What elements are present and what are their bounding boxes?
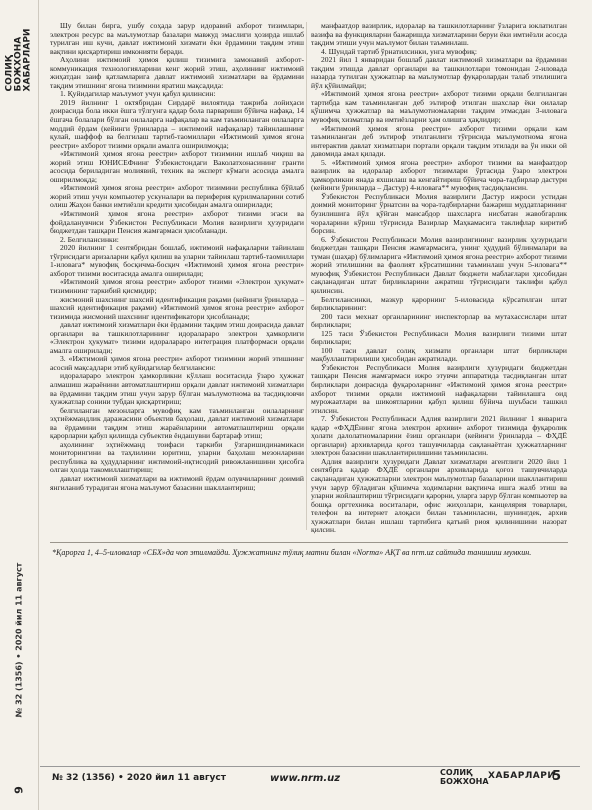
paragraph: «Ижтимоий ҳимоя ягона реестри» ахборот тизимини ишлаб чиқиш ва жорий этиш ЮНИСЕФнинг Ўзбекистондаги Ваколатхонасининг гранти асосида бериладиган молиявий, техник ва эксперт кўмаги асосида амалга оширилмоқда;	[50, 149, 304, 184]
paragraph: 2021 йил 1 январидан бошлаб давлат ижтимоий хизматлари ва ёрдамини тақдим этишда давлат органлари ва ташкилотлари томонидан 2-иловада назарда тутилган ҳужжатлар ва маълумотлар фуқаролардан талаб этилишига йўл қўйилмайди;	[311, 55, 567, 90]
paragraph: «Ижтимоий ҳимоя ягона реестри» ахборот тизими орқали кам таъминланган деб эътироф этилганлиги тўғрисида маълумотнома ягона интерактив давлат хизматлари портали орқали тақдим этилади ва ўн икки ой давомида амал қилади.	[311, 123, 567, 159]
paragraph: Шу билан бирга, ушбу соҳада зарур идоравий ахборот тизимлари, электрон ресурс ва маълумотлар базалари мавжуд эмаслиги ҳозирда ишлаб турилган иш кучи, давлат ижтимоий хизмати ёки ёрдамини тақдим этиш вақтини қисқартириш имконияти беради.	[50, 21, 304, 56]
paragraph: давлат ижтимоий хизматлари ва ижтимоий ёрдам олувчиларнинг доимий янгиланиб турадиган ягона маълумот базасини шакллантириш;	[50, 473, 304, 492]
masthead-logo	[2, 18, 36, 102]
paragraph: давлат ижтимоий хизматлари ёки ёрдамини тақдим этиш доирасида давлат органлари ва ташкилотларининг идоралараро электрон ҳамкорлиги «Электрон ҳукумат» тизими идоралараро интеграция платформаси орқали амалга оширилади;	[50, 320, 304, 355]
footer-logo-line3: ХАБАРЛАРИ	[488, 771, 556, 781]
page-footer	[40, 766, 580, 791]
masthead-line1: СОЛИҚ	[4, 55, 15, 92]
paragraph: 200 таси мехнат органларининг инспекторлар ва мутахассислари штат бирликлари;	[311, 311, 567, 330]
paragraph: Адлия вазирлиги ҳузуридаги Давлат хизматлари агентлиги 2020 йил 1 сентябрга қадар ФҲДЁ органлари архивларида қоғоз ташувчиларда сақланадиган ҳужжатларни электрон маълумотлар базаларини шакллантириш учун зарур бўладиган қўшимча ходимларни вақтинча ишга жалб этиш ва уларни жойлаштириш тўғрисидаги қарорни, уларга зарур бўлган компьютер ва бошқа оргтехника воситалари, офис жиҳозлари, канцелярия товарлари, телефон ва интернет алоқаси билан таъминласин, шунингдек, архив ҳужжатлари билан ишлаш тартибига қатъий риоя қилинишини назорат қилсин.	[311, 456, 567, 535]
paragraph: Белгилансинки, мазкур қарорнинг 5-иловасида кўрсатилган штат бирликларининг:	[311, 294, 567, 313]
paragraph: манфаатдор вазирлик, идоралар ва ташкилотларнинг ўзларига юклатилган вазифа ва функцияларни бажаришда хизматларини беруи ёки имтиёзли асосда тақдим этиши учун маълумот билан таъминлаш.	[311, 21, 567, 48]
masthead-line2: БОЖХОНА	[13, 36, 24, 92]
paragraph: Ўзбекистон Республикаси Молия вазирлиги Дастур ижроси устидан доимий мониторинг ўрнатсин ва чора-тадбирларни бажариш муддатларининг бузилишига йўл қўйган мансабдор шахсларга нисбатан жавобгарлик чораларини кўриш тўғрисида Вазирлар Маҳкамасига таклифлар киритиб борсин.	[311, 191, 567, 236]
paragraph: «Ижтимоий ҳимоя ягона реестри» ахборот тизими «Электрон ҳукумат» тизимининг таркибий қисмидир;	[50, 277, 304, 295]
paragraph: Ўзбекистон Республикаси Молия вазирлиги ҳузуридаги бюджетдан ташқари Пенсия жамғармаси ижро этувчи аппаратида тасдиқланган штат бирликлари доирасида фуқароларнинг «Ижтимоий ҳимоя ягона реестри» ахборот тизими орқали ижтимоий нафақаларни тайинлашга оид мурожаатлари ва шикоятларини қабул қилиш бўйича шуъбаси ташкил этилсин.	[311, 362, 567, 415]
paragraph: 7. Ўзбекистон Республикаси Адлия вазирлиги 2021 йилнинг 1 январига қадар «ФҲДЁнинг ягона электрон архиви» ахборот тизимида фуқаролик ҳолати далолатномаларини ёзиш органлари (кейинги ўринларда – ФҲДЁ органлари) архивларида қоғоз ташувчиларда сақланаётган ҳужжатларнинг электрон базасини шакллантирилишини таъминласин.	[311, 414, 567, 458]
paragraph: Аҳолини ижтимоий ҳимоя қилиш тизимига замонавий ахборот-коммуникация технологияларини кенг жорий этиш, аҳолининг ижтимоий жиҳатдан заиф қатламларига давлат ижтимоий хизматлари ва ёрдамини тақдим этишнинг ягона тизимини яратиш мақсадида:	[50, 55, 304, 90]
footer-logo-line2: БОЖХОНА	[440, 777, 489, 786]
footer-logo	[440, 768, 556, 788]
footnote-divider	[50, 542, 568, 543]
paragraph: жисмоний шахснинг шахсий идентификация рақами (кейинги ўринларда – шахсий идентификация рақами) «Ижтимоий ҳимоя ягона реестри» ахборот тизимида жисмоний шахснинг идентификатори ҳисобланади;	[50, 294, 304, 321]
paragraph: 2020 йилнинг 1 сентябридан бошлаб, ижтимоий нафақаларни тайинлаш тўғрисидаги аризаларни қабул қилиш ва уларни тайинлаш тартиб-таомиллари 1-иловага* мувофиқ босқичма-босқич «Ижтимоий ҳимоя ягона реестри» ахборот тизими воситасида амалга оширилади;	[50, 243, 304, 278]
paragraph: «Ижтимоий ҳимоя ягона реестри» ахборот тизимини республика бўйлаб жорий этиш учун компьютер ускуналари ва периферия қурилмаларини сотиб олиш Жаҳон банки имтиёзли кредити ҳисобидан амалга оширилади;	[50, 183, 304, 210]
article-column-right	[311, 22, 567, 535]
footer-issue-date: № 32 (1356) • 2020 йил 11 август	[52, 773, 226, 783]
footnote: *Қарорга 1, 4–5-иловалар «СБХ»да чоп этилмайди. Ҳужжатнинг тўлиқ матни билан «Norma» АҚТ ва nrm.uz сайтида танишиш мумкин.	[52, 548, 532, 557]
footer-logo-line1: СОЛИҚ	[440, 768, 473, 777]
footer-page-number: 5	[552, 769, 562, 784]
paragraph: 2. Белгилансинки:	[60, 234, 119, 244]
paragraph: «Ижтимоий ҳимоя ягона реестри» ахборот тизими орқали белгиланган тартибда кам таъминланган деб эътироф этилган шахслар ёки оилалар қўшимча ҳужжатлар ва маълумотномаларни тақдим этмасдан 3-иловага мувофиқ хизматлар ва имтиёзларни ҳам олишга ҳақлидир;	[311, 89, 567, 125]
column-divider	[306, 22, 307, 530]
spine-issue-date: № 32 (1356) • 2020 йил 11 август	[14, 562, 24, 718]
spine-margin	[0, 0, 39, 810]
spine-page-number: 9	[12, 786, 26, 794]
article-column-left	[50, 22, 304, 492]
paragraph: аҳолининг эҳтиёжманд тоифаси таркиби ўзгаришидинамикаси мониторингини ва таҳлилини юритиш, уларни баҳолаш мезонларини республика ва ҳудудларнинг ижтимоий-иқтисодий ривожланишини ҳисобга олган ҳолда такомиллаштириш;	[50, 439, 304, 475]
paragraph: 125 таси Ўзбекистон Республикаси Молия вазирлиги тизими штат бирликлари;	[311, 328, 567, 347]
paragraph: белгиланган мезонларга мувофиқ кам таъминланган оилаларнинг эҳтиёжмандлик даражасини объектив баҳолаш, давлат ижтимоий хизматлари ва ёрдамини тақдим этиш жараёнларини автоматлаштириш орқали қарорларни қабул қилишда субъектив ёндашувни бартараф этиш;	[50, 405, 304, 441]
paragraph: 5. «Ижтимоий ҳимоя ягона реестри» ахборот тизими ва манфаатдор вазирлик ва идоралар ахборот тизимлари ўртасида ўзаро электрон ҳамкорликни янада яхшилаш ва кенгайтириш бўйича чора-тадбирлар дастури (кейинги ўринларда – Дастур) 4-иловага** мувофиқ тасдиқлансин.	[311, 157, 567, 193]
paragraph: 2019 йилнинг 1 октябридан Сирдарё вилоятида тажриба лойиҳаси доирасида бола икки ёшга тўлгунга қадар бола парвариши бўйича нафақа, 14 ёшгача болалари бўлган оилаларга нафақалар ва кам таъминланган оилаларга моддий ёрдам (кейинги ўринларда – ижтимоий нафақалар) тайинлашнинг қулай, шаффоф ва белгилаш тартиб-таомиллари «Ижтимоий ҳимоя ягона реестри» ахборот тизими орқали амалга оширилмоқда;	[50, 97, 304, 150]
paragraph: 1. Қуйидагилар маълумот учун қабул қилинсин:	[60, 89, 216, 99]
paragraph: идоралараро электрон ҳамкорликни кўллаш воситасида ўзаро ҳужжат алмашиш жараёнини автоматлаштириш орқали давлат ижтимоий хизматлари ва ёрдамини тақдим этиш учун зарур бўлган маълумотнома ва тасдиқловчи ҳужжатлар сонини тубдан қисқартириш;	[50, 371, 304, 407]
paragraph: 3. «Ижтимоий ҳимоя ягона реестри» ахборот тизимини жорий этишнинг асосий мақсадлари этиб қуйидагилар белгилансин:	[50, 354, 304, 372]
paragraph: 100 таси давлат солиқ хизмати органлари штат бирликлари мақбуллаштирилиши ҳисобидан ажратилади.	[311, 345, 567, 364]
footer-website-link[interactable]: www.nrm.uz	[270, 773, 341, 784]
masthead-line3: ХАБАРЛАРИ	[22, 28, 33, 92]
paragraph: «Ижтимоий ҳимоя ягона реестри» ахборот тизими эгаси ва фойдаланувчиси Ўзбекистон Республикаси Молия вазирлиги ҳузуридаги бюджетдан ташқари Пенсия жамғармаси ҳисобланади.	[50, 209, 304, 236]
paragraph: 6. Ўзбекистон Республикаси Молия вазирлигининг вазирлик ҳузуридаги бюджетдан ташқари Пенсия жамғармасига, унинг ҳудудий бўлинмалари ва туман (шаҳар) бўлимларига «Ижтимоий ҳимоя ягона реестри» ахборот тизими жорий этилишини ва фаолият кўрсатишини таъминлаш учун 5-иловага** мувофиқ Ўзбекистон Республикаси Давлат бюджети маблағлари ҳисобидан сақланадиган штат бирликларини ажратиш тўғрисидаги таклифи қабул қилинсин.	[311, 234, 567, 295]
paragraph: 4. Шундай тартиб ўрнатилсинки, унга мувофиқ:	[321, 46, 477, 56]
